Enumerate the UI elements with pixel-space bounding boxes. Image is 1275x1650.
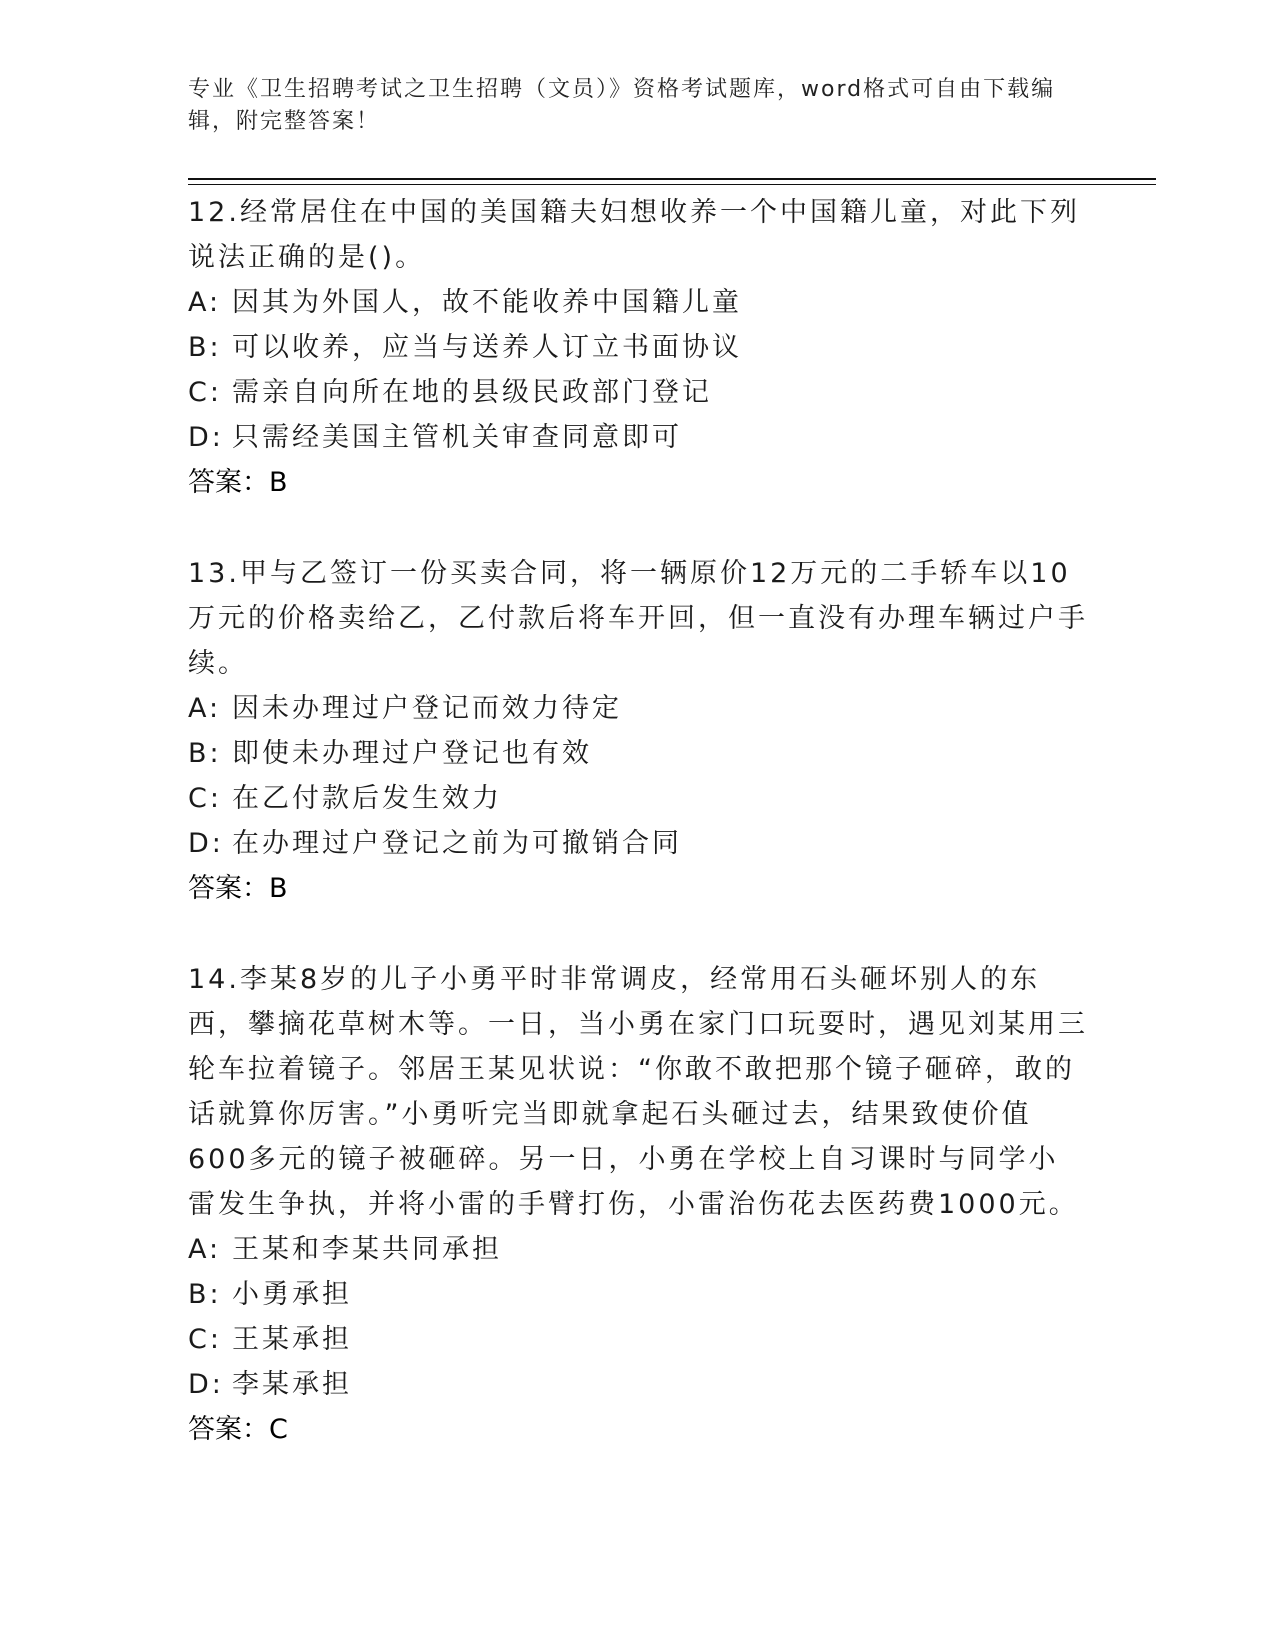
option-key: D: xyxy=(188,1369,224,1400)
option-key: B: xyxy=(188,1279,222,1310)
option-key: D: xyxy=(188,422,224,453)
option-text: 只需经美国主管机关审查同意即可 xyxy=(232,422,682,453)
option-text: 即使未办理过户登记也有效 xyxy=(232,738,592,769)
option-text: 需亲自向所在地的县级民政部门登记 xyxy=(232,377,712,408)
option-a xyxy=(188,686,1088,731)
question-12 xyxy=(188,190,1088,505)
option-a xyxy=(188,280,1088,325)
option-d xyxy=(188,1362,1088,1407)
option-text: 李某承担 xyxy=(232,1369,352,1400)
option-a xyxy=(188,1227,1088,1272)
option-key: C: xyxy=(188,783,222,814)
option-c xyxy=(188,370,1088,415)
option-text: 因其为外国人，故不能收养中国籍儿童 xyxy=(232,287,742,318)
option-key: A: xyxy=(188,1234,222,1265)
answer-label: 答案：B xyxy=(188,467,288,498)
option-text: 王某承担 xyxy=(232,1324,352,1355)
header-text: 专业《卫生招聘考试之卫生招聘（文员）》资格考试题库，word格式可自由下载编辑，附完整答案！ xyxy=(188,77,1056,134)
option-text: 王某和李某共同承担 xyxy=(232,1234,502,1265)
option-text: 小勇承担 xyxy=(232,1279,352,1310)
option-text: 因未办理过户登记而效力待定 xyxy=(232,693,622,724)
option-d xyxy=(188,821,1088,866)
question-13 xyxy=(188,551,1088,911)
option-key: C: xyxy=(188,377,222,408)
option-b xyxy=(188,325,1088,370)
header-divider-thin xyxy=(188,184,1156,185)
option-key: A: xyxy=(188,287,222,318)
option-b xyxy=(188,731,1088,776)
answer-label: 答案：C xyxy=(188,1414,288,1445)
option-key: B: xyxy=(188,738,222,769)
option-d xyxy=(188,415,1088,460)
answer-label: 答案：B xyxy=(188,873,288,904)
option-key: B: xyxy=(188,332,222,363)
option-text: 在办理过户登记之前为可撤销合同 xyxy=(232,828,682,859)
option-key: A: xyxy=(188,693,222,724)
option-c xyxy=(188,776,1088,821)
header-divider-thick xyxy=(188,178,1156,180)
option-key: C: xyxy=(188,1324,222,1355)
option-b xyxy=(188,1272,1088,1317)
option-text: 可以收养，应当与送养人订立书面协议 xyxy=(232,332,742,363)
question-list xyxy=(188,190,1088,1452)
option-text: 在乙付款后发生效力 xyxy=(232,783,502,814)
question-14 xyxy=(188,957,1088,1452)
question-stem: 13.甲与乙签订一份买卖合同，将一辆原价12万元的二手轿车以10万元的价格卖给乙，乙付款后将车开回，但一直没有办理车辆过户手续。 xyxy=(188,558,1088,679)
option-c xyxy=(188,1317,1088,1362)
question-stem: 12.经常居住在中国的美国籍夫妇想收养一个中国籍儿童，对此下列说法正确的是()。 xyxy=(188,197,1080,273)
option-key: D: xyxy=(188,828,224,859)
question-stem: 14.李某8岁的儿子小勇平时非常调皮，经常用石头砸坏别人的东西，攀摘花草树木等。一日，当小勇在家门口玩耍时，遇见刘某用三轮车拉着镜子。邻居王某见状说：“你敢不敢把那个镜子砸碎，敢的话就算你厉害。”小勇听完当即就拿起石头砸过去，结果致使价值600多元的镜子被砸碎。另一日，小勇在学校上自习课时与同学小雷发生争执，并将小雷的手臂打伤，小雷治伤花去医药费1000元。 xyxy=(188,964,1088,1220)
